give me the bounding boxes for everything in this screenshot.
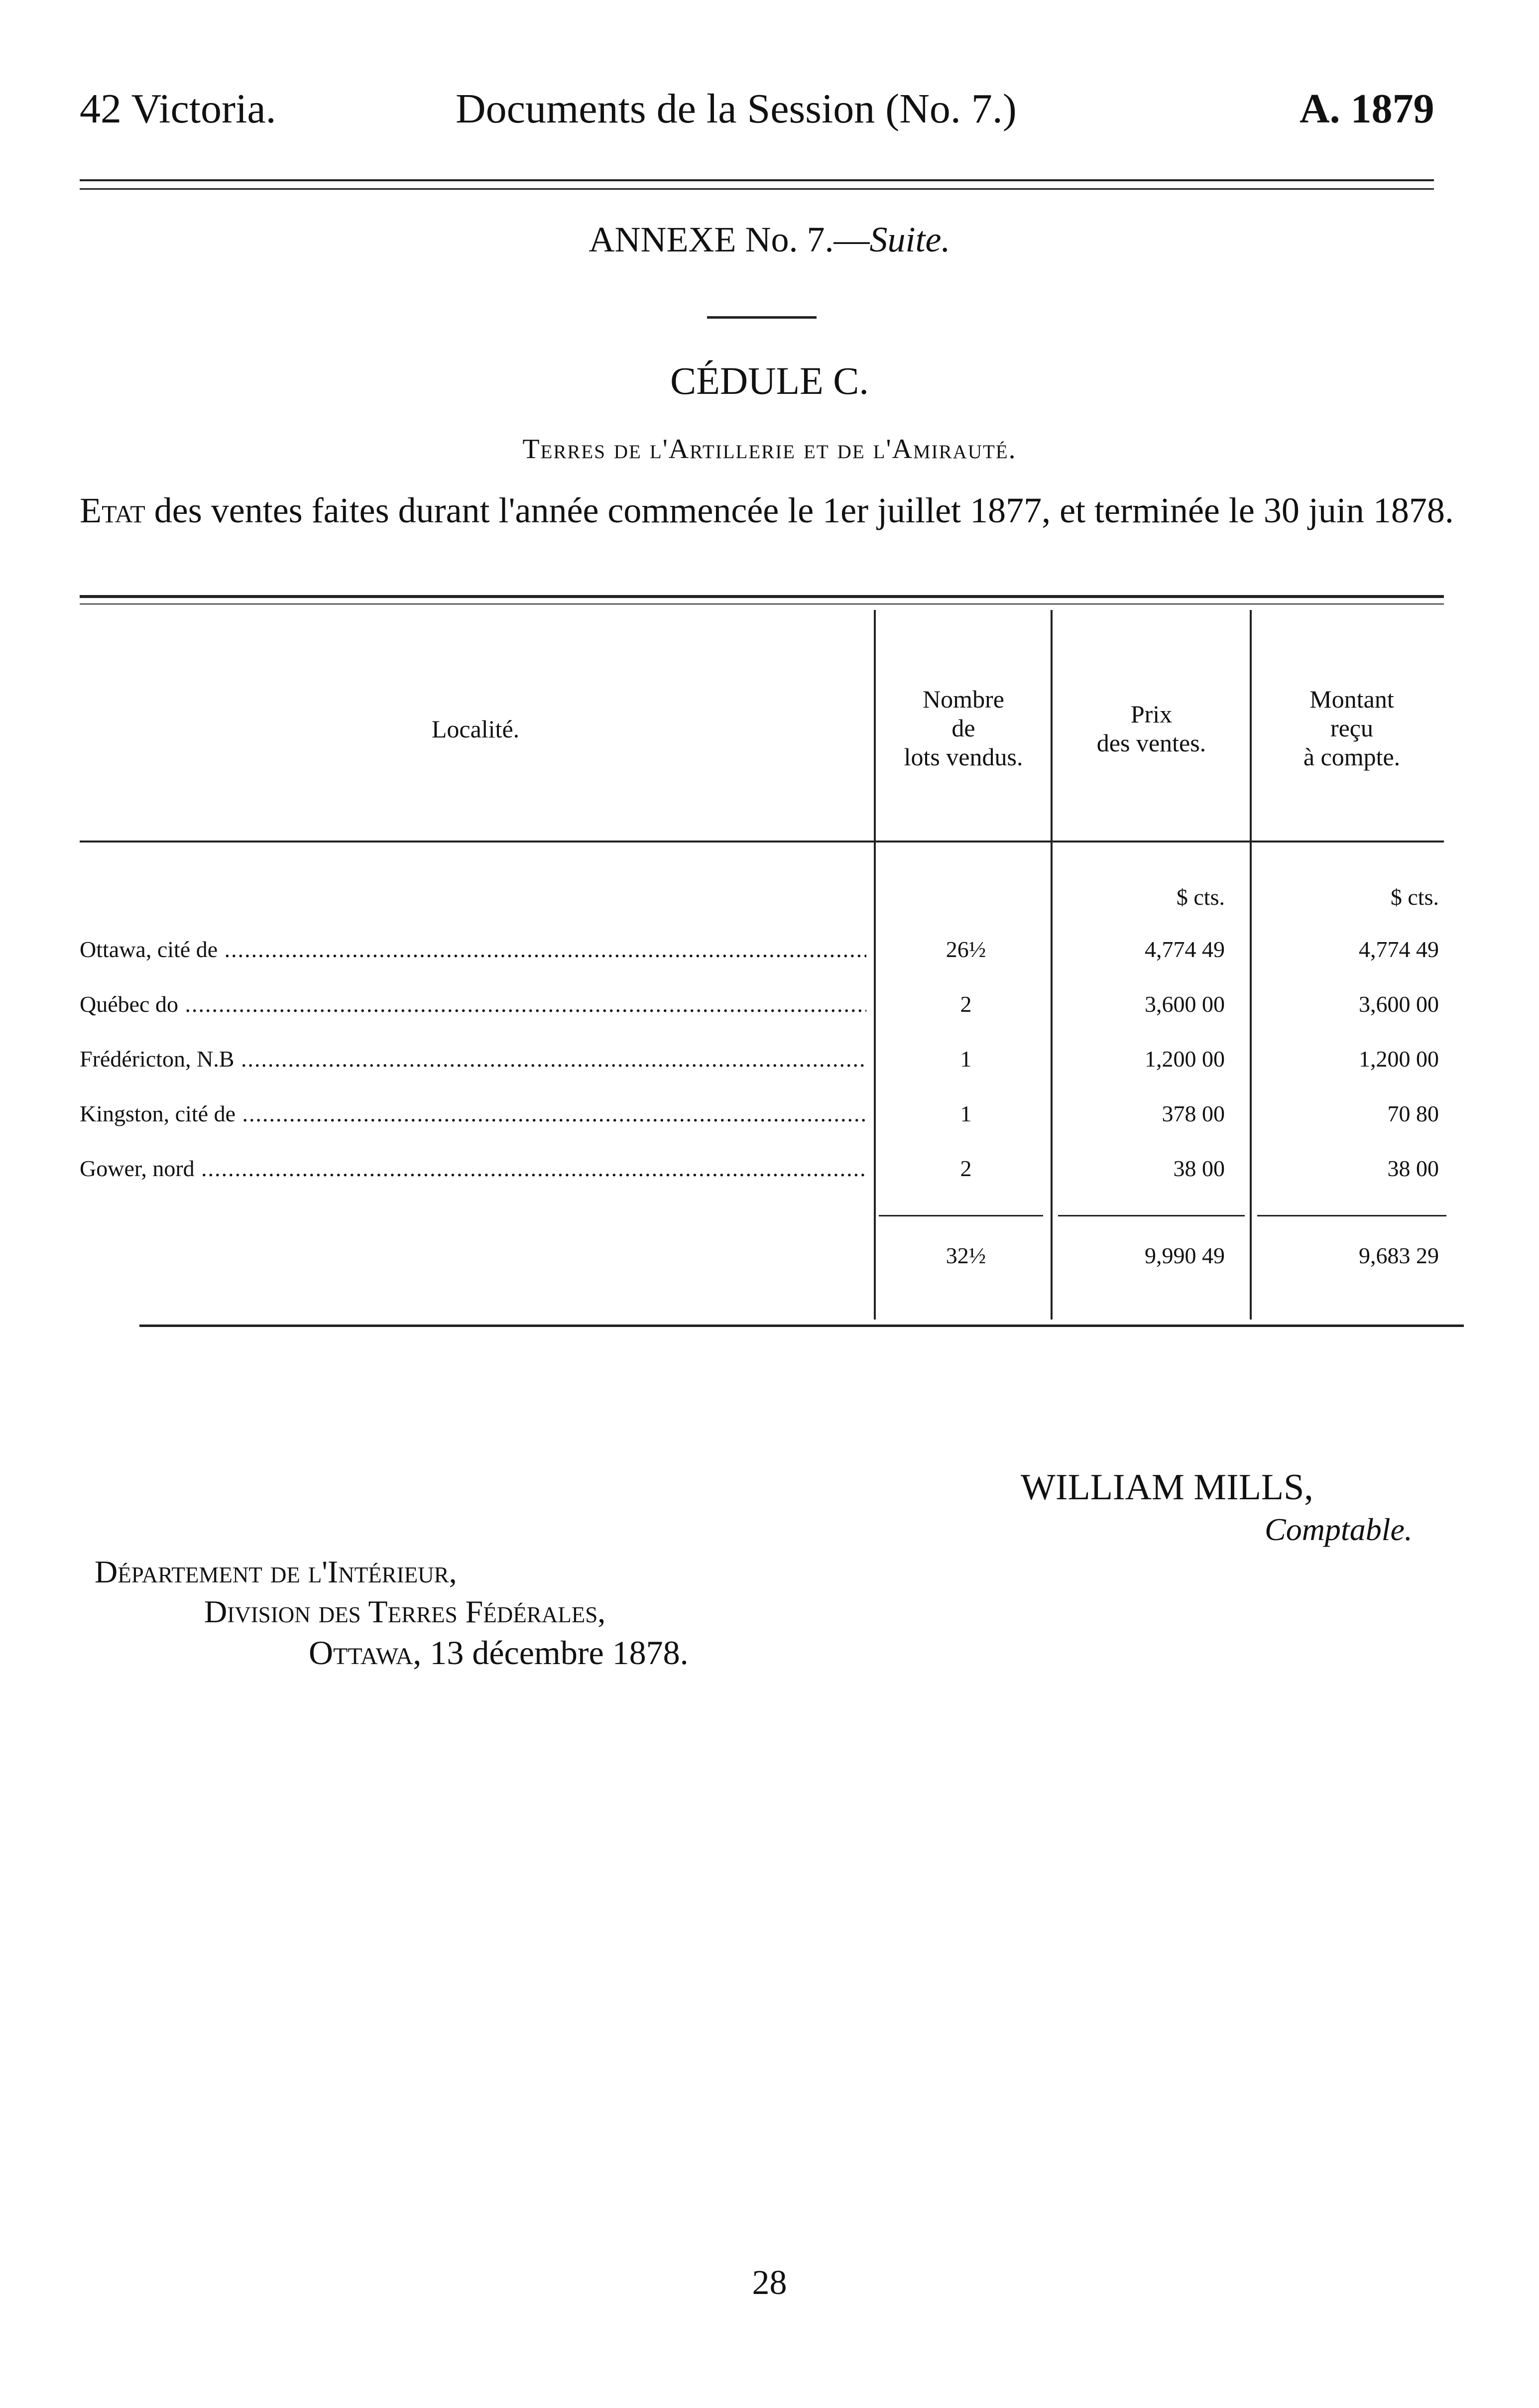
- row-lots: 1: [960, 1046, 972, 1072]
- row-montant: 4,774 49: [1359, 937, 1439, 962]
- header-prix-l1: Prix: [1130, 700, 1173, 728]
- annexe-title: [0, 219, 1539, 260]
- division-line: Division des Terres Fédérales,: [204, 1594, 606, 1629]
- header-nombre-l3: lots vendus.: [904, 743, 1023, 771]
- etat-description: [75, 490, 1459, 530]
- total-montant: 9,683 29: [1359, 1243, 1439, 1268]
- totals-rule-montant: [1257, 1215, 1446, 1216]
- header-localite: Localité.: [431, 715, 520, 743]
- terres-subtitle: Terres de l'Artillerie et de l'Amirauté.: [522, 434, 1017, 465]
- unit-prix: $ cts.: [1176, 884, 1225, 910]
- row-lots: 2: [960, 991, 972, 1017]
- row-montant: 3,600 00: [1359, 991, 1439, 1017]
- header-nombre-l2: de: [951, 714, 975, 742]
- row-localite: Gower, nord .....: [80, 1155, 866, 1182]
- row-montant: 70 80: [1387, 1101, 1439, 1126]
- header-montant: [1252, 685, 1451, 771]
- row-localite: Québec do .....: [80, 991, 866, 1017]
- title-divider: [707, 316, 817, 319]
- page-number: 28: [752, 2264, 787, 2302]
- header-rule-top: [80, 179, 1434, 181]
- etat-lead: Etat: [80, 490, 145, 530]
- row-montant: 1,200 00: [1359, 1046, 1439, 1072]
- header-prix-l2: des ventes.: [1096, 729, 1206, 757]
- table-rule-header: [80, 841, 1444, 843]
- row-lots: 2: [960, 1156, 972, 1181]
- row-prix: 4,774 49: [1145, 937, 1225, 962]
- row-localite: Ottawa, cité de .....: [80, 936, 866, 963]
- place-date-line: [309, 1633, 689, 1673]
- department-line: Département de l'Intérieur,: [95, 1554, 457, 1589]
- place-city: Ottawa: [309, 1634, 413, 1672]
- row-localite: Frédéricton, N.B .....: [80, 1046, 866, 1072]
- row-prix: 378 00: [1162, 1101, 1225, 1126]
- col-divider-2: [1051, 610, 1053, 1320]
- header-document-title: Documents de la Session (No. 7.): [456, 86, 1017, 132]
- signature-title: Comptable.: [1265, 1512, 1413, 1547]
- header-montant-l1: Montant: [1309, 685, 1394, 713]
- table-rule-bottom: [139, 1324, 1464, 1327]
- header-nombre-l1: Nombre: [923, 685, 1004, 713]
- signature-name: WILLIAM MILLS,: [1021, 1467, 1313, 1508]
- total-prix: 9,990 49: [1145, 1243, 1225, 1268]
- row-prix: 38 00: [1173, 1156, 1225, 1181]
- header-montant-l2: reçu: [1330, 714, 1374, 742]
- unit-montant: $ cts.: [1390, 884, 1439, 910]
- header-session-year: 42 Victoria.: [80, 86, 276, 132]
- row-prix: 1,200 00: [1145, 1046, 1225, 1072]
- header-year: A. 1879: [1300, 86, 1434, 132]
- annexe-suite: Suite.: [869, 220, 950, 259]
- row-lots: 26½: [946, 937, 986, 962]
- row-localite: Kingston, cité de .....: [80, 1100, 866, 1127]
- header-montant-l3: à compte.: [1303, 743, 1401, 771]
- header-prix: [1053, 700, 1250, 757]
- annexe-main: ANNEXE No. 7.—: [589, 220, 870, 259]
- total-lots: 32½: [946, 1243, 986, 1268]
- table-rule-top-thin: [80, 603, 1444, 604]
- table-rule-top: [80, 595, 1444, 598]
- header-nombre: [876, 685, 1051, 771]
- row-prix: 3,600 00: [1145, 991, 1225, 1017]
- totals-rule-prix: [1058, 1215, 1245, 1216]
- header-rule-bottom: [80, 188, 1434, 190]
- row-lots: 1: [960, 1101, 972, 1126]
- col-divider-3: [1250, 610, 1252, 1320]
- cedule-title: CÉDULE C.: [670, 359, 869, 402]
- col-divider-1: [874, 610, 876, 1320]
- row-montant: 38 00: [1387, 1156, 1439, 1181]
- etat-text: des ventes faites durant l'année commencée le 1er juillet 1877, et terminée le 30 juin 1878.: [145, 490, 1454, 530]
- totals-rule-lots: [879, 1215, 1043, 1216]
- place-date: , 13 décembre 1878.: [413, 1634, 689, 1672]
